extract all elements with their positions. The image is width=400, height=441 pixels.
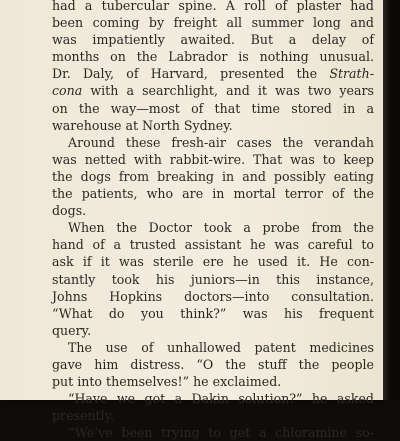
text-line: the dogs from breaking in and possibly eating [52,168,374,184]
text-line: “What do you think?” was his frequent [52,305,374,321]
text-line: warehouse at North Sydney. [52,117,233,133]
page-edge-shadow [383,0,400,400]
text-line: dogs. [52,203,87,219]
text-line: hand of a trusted assistant he was careful to [52,237,374,253]
body-text [52,0,374,441]
text-line: ask if it was sterile ere he used it. He con- [52,254,374,270]
text-line: been coming by freight all summer long and [52,15,374,31]
text-line: Johns Hopkins doctors—into consultation. [52,288,374,304]
text-line: was netted with rabbit-wire. That was to keep [52,151,374,167]
text-line: Around these fresh-air cases the verandah [68,134,374,150]
text-line: query. [52,322,92,338]
text-line: stantly took his juniors—in this instance, [52,271,374,287]
text-line: cona with a searchlight, and it was two years [52,83,374,99]
text-line: gave him distress. “O the stuff the people [52,356,374,372]
text-line: presently. [52,408,115,424]
text-line: put into themselves!” he exclaimed. [52,374,282,390]
text-line: Dr. Daly, of Harvard, presented the Strath- [52,66,374,82]
text-line: “Have we got a Dakin solution?” he asked [68,391,374,407]
text-line: was impatiently awaited. But a delay of [52,32,374,48]
text-line: the patients, who are in mortal terror of the [52,186,374,202]
text-line: on the way—most of that time stored in a [52,100,374,116]
text-line: When the Doctor took a probe from the [68,220,374,236]
text-line: The use of unhallowed patent medicines [68,339,374,355]
text-line: “We’ve been trying to get a chloramine so- [68,425,374,441]
text-line: months on the Labrador is nothing unusual. [52,49,374,65]
text-line: had a tubercular spine. A roll of plaster had [52,0,374,13]
